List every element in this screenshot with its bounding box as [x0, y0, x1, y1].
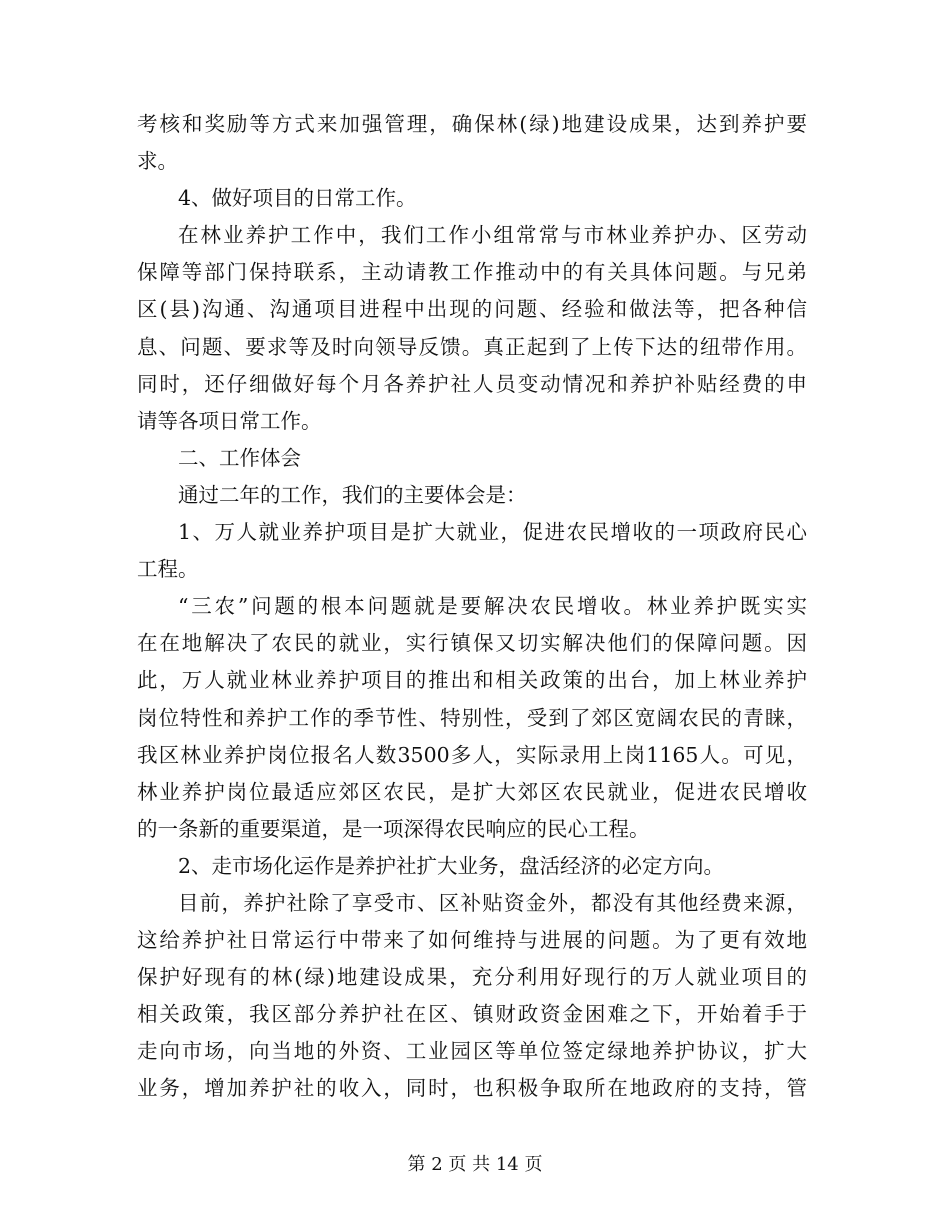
text-line: 这给养护社日常运行中带来了如何维持与进展的问题。为了更有效地 [137, 928, 807, 953]
text-line: 区(县)沟通、沟通项目进程中出现的问题、经验和做法等，把各种信 [137, 297, 807, 322]
text-line: 此，万人就业林业养护项目的推出和相关政策的出台，加上林业养护 [137, 668, 807, 693]
page-number-footer: 第 2 页 共 14 页 [407, 1154, 543, 1175]
text-line: 业务，增加养护社的收入，同时，也积极争取所在地政府的支持，管 [137, 1076, 807, 1101]
text-line: 的一条新的重要渠道，是一项深得农民响应的民心工程。 [137, 816, 650, 841]
section-heading: 2、走市场化运作是养护社扩大业务，盘活经济的必定方向。 [178, 853, 725, 878]
section-heading: 二、工作体会 [178, 445, 301, 470]
body-text [137, 106, 807, 1108]
text-line: 请等各项日常工作。 [137, 408, 322, 433]
text-line: 我区林业养护岗位报名人数3500多人，实际录用上岗1165人。可见， [137, 742, 807, 767]
text-line: 相关政策，我区部分养护社在区、镇财政资金困难之下，开始着手于 [137, 1002, 807, 1027]
text-line: 通过二年的工作，我们的主要体会是： [178, 482, 527, 507]
text-line: “三农”问题的根本问题就是要解决农民增收。林业养护既实实 [178, 594, 807, 619]
text-line: 目前，养护社除了享受市、区补贴资金外，都没有其他经费来源， [178, 890, 807, 915]
section-heading: 工程。 [137, 557, 199, 582]
text-line: 在在地解决了农民的就业，实行镇保又切实解决他们的保障问题。因 [137, 631, 807, 656]
text-line: 保障等部门保持联系，主动请教工作推动中的有关具体问题。与兄弟 [137, 260, 807, 285]
text-line: 走向市场，向当地的外资、工业园区等单位签定绿地养护协议，扩大 [137, 1039, 807, 1064]
text-line: 林业养护岗位最适应郊区农民，是扩大郊区农民就业，促进农民增收 [137, 779, 807, 804]
text-line: 在林业养护工作中，我们工作小组常常与市林业养护办、区劳动 [178, 223, 807, 248]
text-line: 岗位特性和养护工作的季节性、特别性，受到了郊区宽阔农民的青睐， [137, 705, 807, 730]
text-line: 息、问题、要求等及时向领导反馈。真正起到了上传下达的纽带作用。 [137, 334, 807, 359]
section-heading: 4、做好项目的日常工作。 [178, 186, 417, 211]
text-line: 同时，还仔细做好每个月各养护社人员变动情况和养护补贴经费的申 [137, 371, 807, 396]
text-line: 求。 [137, 149, 178, 174]
section-heading: 1、万人就业养护项目是扩大就业，促进农民增收的一项政府民心 [178, 520, 807, 545]
text-line: 保护好现有的林(绿)地建设成果，充分利用好现行的万人就业项目的 [137, 965, 807, 990]
text-line: 考核和奖励等方式来加强管理，确保林(绿)地建设成果，达到养护要 [137, 112, 807, 136]
